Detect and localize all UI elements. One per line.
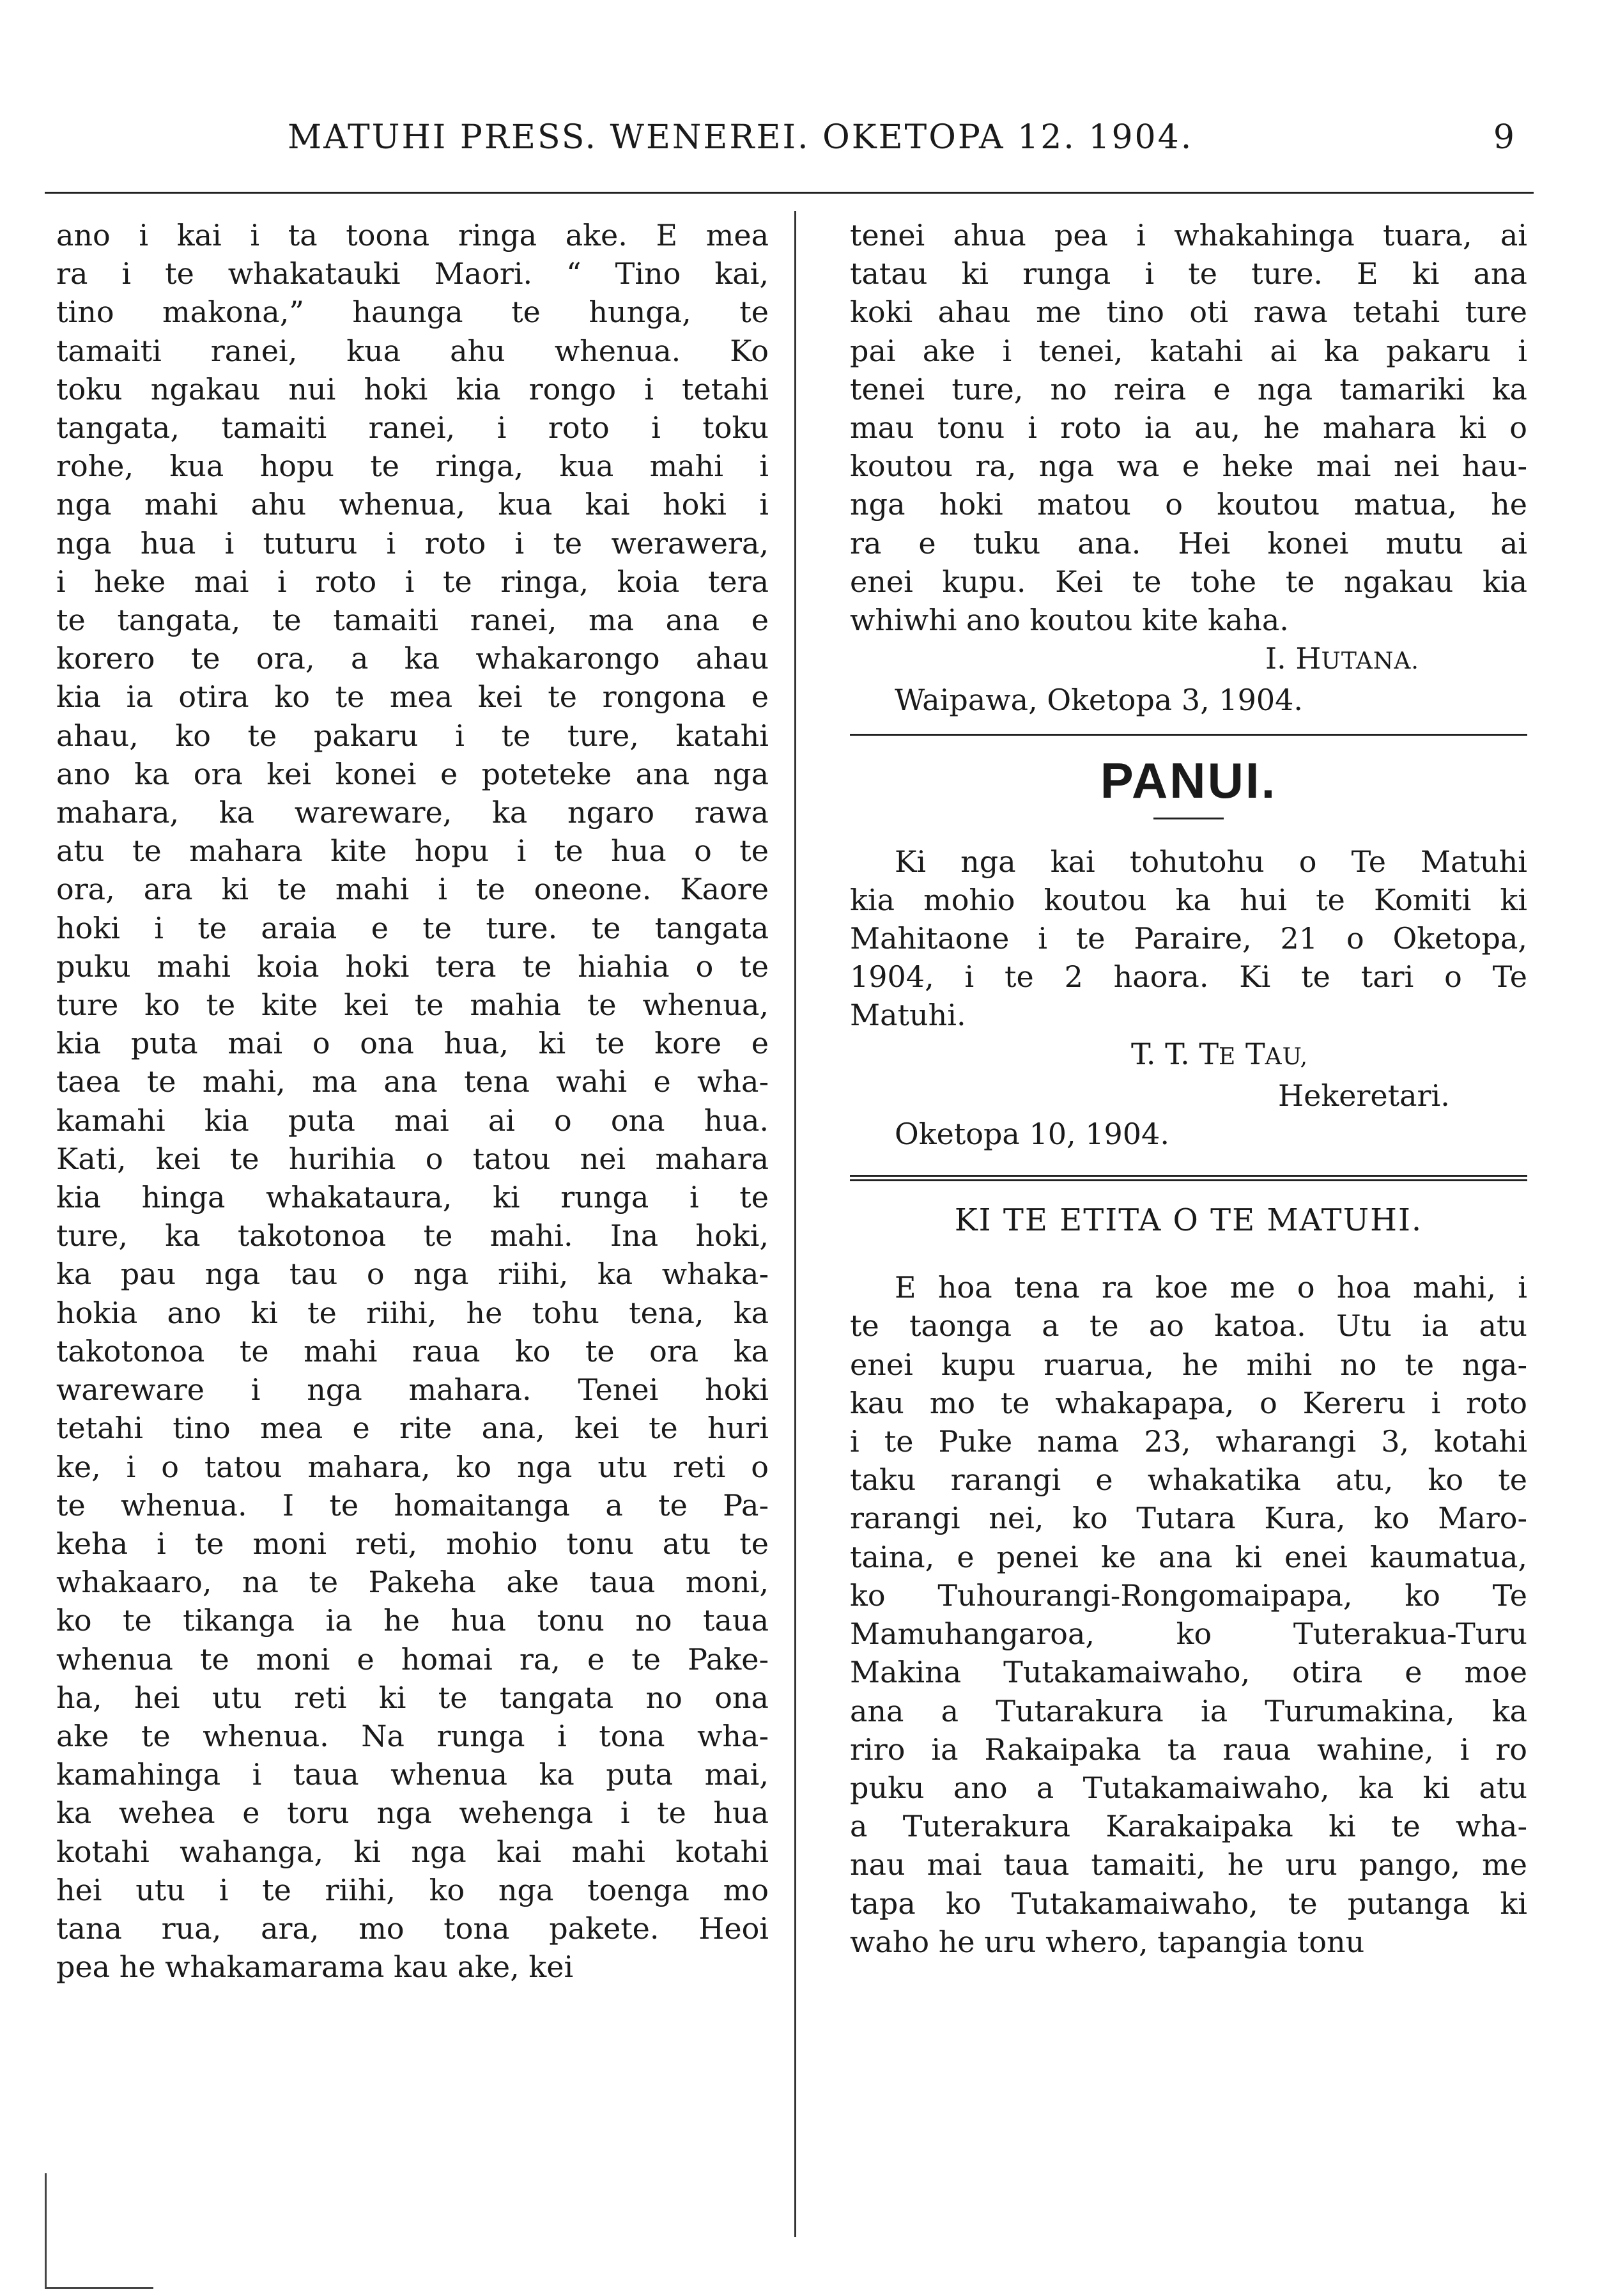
article-text — [56, 216, 769, 1986]
text-line: toku ngakau nui hoki kia rongo i tetahi — [56, 371, 769, 407]
text-line: mahara, ka wareware, ka ngaro rawa — [56, 795, 769, 830]
header-rule — [45, 192, 1534, 194]
text-line: ka wehea e toru nga wehenga i te hua — [56, 1796, 769, 1831]
text-line: tenei ahua pea i whakahinga tuara, ai — [850, 218, 1527, 252]
text-line: whiwhi ano koutou kite kaha. — [850, 603, 1289, 638]
text-line: enei kupu ruarua, he mihi no te nga- — [850, 1347, 1527, 1382]
text-line: koutou ra, nga wa e heke mai nei hau- — [850, 449, 1527, 484]
text-line: nga hua i tuturu i roto i te werawera, — [56, 525, 769, 561]
text-line: wareware i nga mahara. Tenei hoki — [56, 1372, 769, 1408]
text-line: Mamuhangaroa, ko Tuterakua-Turu — [850, 1617, 1527, 1652]
text-line: kia mohio koutou ka hui te Komiti ki — [850, 882, 1527, 917]
letter-signature: I. HUTANA. — [1265, 641, 1419, 676]
margin-mark — [45, 2173, 47, 2288]
text-line: tapa ko Tutakamaiwaho, te putanga ki — [850, 1886, 1527, 1921]
text-line: te whenua. I te homaitanga a te Pa- — [56, 1487, 769, 1523]
text-line: korero te ora, a ka whakarongo ahau — [56, 641, 769, 676]
text-line: ake te whenua. Na runga i tona wha- — [56, 1718, 769, 1753]
text-line: whakaaro, na te Pakeha ake taua moni, — [56, 1565, 769, 1600]
text-line: takotonoa te mahi raua ko te ora ka — [56, 1333, 769, 1369]
panui-notice-text — [850, 842, 1527, 1035]
text-line: tamaiti ranei, kua ahu whenua. Ko — [56, 333, 769, 368]
page-header-title: MATUHI PRESS. WENEREI. OKETOPA 12. 1904. — [288, 118, 1194, 157]
heading-underline — [1153, 818, 1224, 819]
text-line: nga mahi ahu whenua, kua kai hoki i — [56, 487, 769, 522]
text-line: pea he whakamarama kau ake, kei — [56, 1950, 574, 1985]
text-line: 1904, i te 2 haora. Ki te tari o Te — [850, 959, 1527, 995]
text-line: waho he uru whero, tapangia tonu — [850, 1924, 1365, 1959]
text-line: ra e tuku ana. Hei konei mutu ai — [850, 525, 1527, 561]
text-line: riro ia Rakaipaka ta raua wahine, i ro — [850, 1732, 1527, 1767]
text-line: nga hoki matou o koutou matua, he — [850, 487, 1527, 522]
text-line: kia puta mai o ona hua, ki te kore e — [56, 1026, 769, 1061]
text-line: tetahi tino mea e rite ana, kei te huri — [56, 1411, 769, 1446]
text-line: puku ano a Tutakamaiwaho, ka ki atu — [850, 1770, 1527, 1805]
text-line: taina, e penei ke ana ki enei kaumatua, — [850, 1539, 1527, 1574]
text-line: Ki nga kai tohutohu o Te Matuhi — [895, 844, 1527, 879]
text-line: te taonga a te ao katoa. Utu ia atu — [850, 1308, 1527, 1344]
text-line: ra i te whakatauki Maori. “ Tino kai, — [56, 256, 769, 291]
text-line: tana rua, ara, mo tona pakete. Heoi — [56, 1911, 769, 1946]
text-line: kamahi kia puta mai ai o ona hua. — [56, 1103, 769, 1138]
text-line: rarangi nei, ko Tutara Kura, ko Maro- — [850, 1501, 1527, 1536]
text-line: ahau, ko te pakaru i te ture, katahi — [56, 718, 769, 753]
text-line: hoki i te araia e te ture. te tangata — [56, 910, 769, 945]
text-line: te tangata, te tamaiti ranei, ma ana e — [56, 603, 769, 638]
text-line: i heke mai i roto i te ringa, koia tera — [56, 564, 769, 599]
text-line: kia ia otira ko te mea kei te rongona e — [56, 679, 769, 715]
text-line: ano i kai i ta toona ringa ake. E mea — [56, 218, 769, 252]
text-line: E hoa tena ra koe me o hoa mahi, i — [895, 1270, 1527, 1305]
text-line: mau tonu i roto ia au, he mahara ki o — [850, 410, 1527, 446]
page-number: 9 — [1493, 118, 1514, 157]
section-rule — [850, 734, 1527, 736]
text-line: i te Puke nama 23, wharangi 3, kotahi — [850, 1424, 1527, 1459]
text-line: kamahinga i taua whenua ka puta mai, — [56, 1757, 769, 1792]
text-line: taku rarangi e whakatika atu, ko te — [850, 1462, 1527, 1498]
text-line: a Tuterakura Karakaipaka ki te wha- — [850, 1809, 1527, 1844]
header — [45, 118, 1534, 176]
panui-signature-name: T. T. TE TAU, — [1131, 1036, 1309, 1071]
text-line: rohe, kua hopu te ringa, kua mahi i — [56, 449, 769, 484]
text-line: ture ko te kite kei te mahia te whenua, — [56, 988, 769, 1023]
text-line: Matuhi. — [850, 998, 966, 1033]
panui-date: Oketopa 10, 1904. — [895, 1117, 1169, 1152]
right-column — [850, 216, 1527, 1961]
text-line: pai ake i tenei, katahi ai ka pakaru i — [850, 333, 1527, 368]
text-line: keha i te moni reti, mohio tonu atu te — [56, 1526, 769, 1561]
text-line: enei kupu. Kei te tohe te ngakau kia — [850, 564, 1527, 599]
text-line: ko Tuhourangi-Rongomaipapa, ko Te — [850, 1578, 1527, 1613]
etita-letter-text — [850, 1268, 1527, 1961]
left-column — [56, 216, 769, 1986]
text-line: tenei ture, no reira e nga tamariki ka — [850, 371, 1527, 407]
text-line: hei utu i te riihi, ko nga toenga mo — [56, 1872, 769, 1907]
text-line: koki ahau me tino oti rawa tetahi ture — [850, 295, 1527, 330]
etita-heading: KI TE ETITA O TE MATUHI. — [954, 1202, 1423, 1239]
text-line: ora, ara ki te mahi i te oneone. Kaore — [56, 872, 769, 907]
panui-heading: PANUI. — [1100, 752, 1277, 809]
text-line: Mahitaone i te Paraire, 21 o Oketopa, — [850, 921, 1527, 956]
text-line: tangata, tamaiti ranei, i roto i toku — [56, 410, 769, 446]
text-line: hokia ano ki te riihi, he tohu tena, ka — [56, 1295, 769, 1330]
text-line: nau mai taua tamaiti, he uru pango, me — [850, 1847, 1527, 1882]
text-line: ha, hei utu reti ki te tangata no ona — [56, 1680, 769, 1715]
text-line: ano ka ora kei konei e poteteke ana nga — [56, 756, 769, 791]
panui-signature-role: Hekeretari. — [1278, 1078, 1450, 1113]
text-line: taea te mahi, ma ana tena wahi e wha- — [56, 1064, 769, 1099]
text-line: tino makona,” haunga te hunga, te — [56, 295, 769, 330]
text-line: ko te tikanga ia he hua tonu no taua — [56, 1603, 769, 1638]
text-line: atu te mahara kite hopu i te hua o te — [56, 834, 769, 869]
corner-mark — [45, 2287, 153, 2289]
text-line: kau mo te whakapapa, o Kereru i roto — [850, 1385, 1527, 1420]
text-line: ke, i o tatou mahara, ko nga utu reti o — [56, 1449, 769, 1484]
text-line: Kati, kei te hurihia o tatou nei mahara — [56, 1141, 769, 1176]
letter-place-date: Waipawa, Oketopa 3, 1904. — [895, 683, 1304, 718]
text-line: kia hinga whakataura, ki runga i te — [56, 1180, 769, 1215]
text-line: whenua te moni e homai ra, e te Pake- — [56, 1641, 769, 1677]
text-line: Makina Tutakamaiwaho, otira e moe — [850, 1655, 1527, 1690]
text-line: ana a Tutarakura ia Turumakina, ka — [850, 1693, 1527, 1728]
text-line: ture, ka takotonoa te mahi. Ina hoki, — [56, 1218, 769, 1253]
section-double-rule — [850, 1175, 1527, 1181]
column-divider — [794, 211, 796, 2237]
letter-continuation — [850, 216, 1527, 639]
text-line: tatau ki runga i te ture. E ki ana — [850, 256, 1527, 291]
text-line: ka pau nga tau o nga riihi, ka whaka- — [56, 1257, 769, 1292]
text-line: kotahi wahanga, ki nga kai mahi kotahi — [56, 1834, 769, 1869]
text-line: puku mahi koia hoki tera te hiahia o te — [56, 949, 769, 984]
